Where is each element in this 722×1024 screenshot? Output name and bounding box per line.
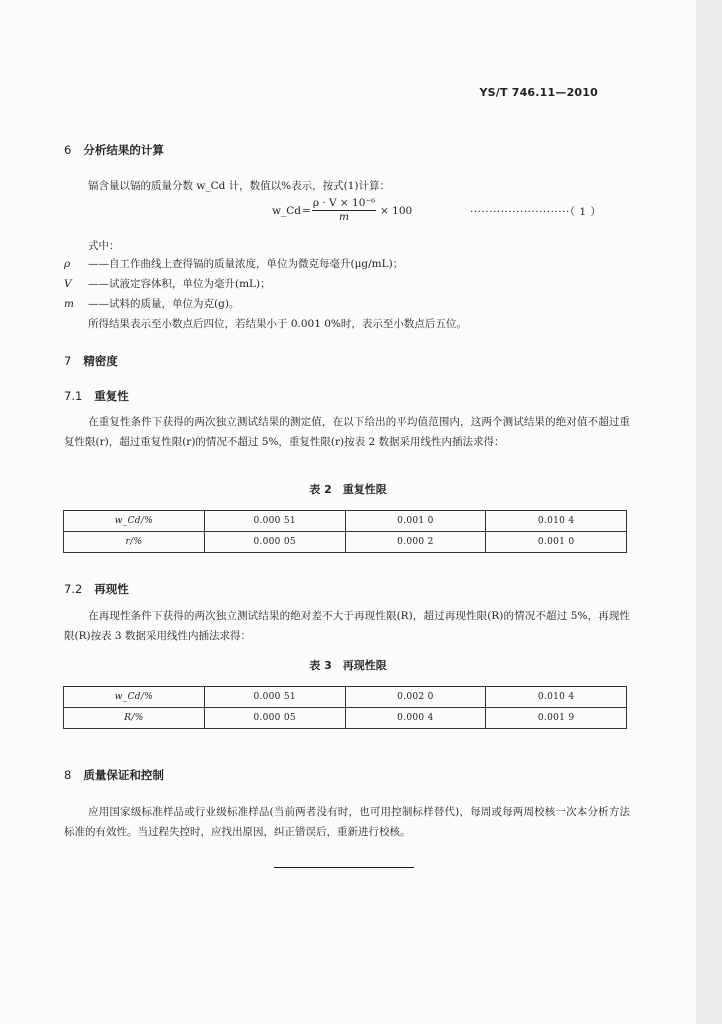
section-7-2-number: 7.2 xyxy=(64,582,83,596)
table-cell: 0.001 0 xyxy=(345,511,486,532)
formula-equals: = xyxy=(302,205,311,217)
standard-number: YS/T 746.11—2010 xyxy=(479,86,598,99)
section-7-2-text: 在再现性条件下获得的两次独立测试结果的绝对差不大于再现性限(R)，超过再现性限(R)的情况不超过 5%，再现性限(R)按表 3 数据采用线性内插法求得： xyxy=(64,610,630,642)
table-row xyxy=(64,708,627,729)
table-cell: r/% xyxy=(64,532,205,553)
section-7-1-title: 重复性 xyxy=(94,389,129,403)
section-6-heading xyxy=(64,142,164,158)
definition-symbol: ρ xyxy=(64,258,71,270)
section-7-title: 精密度 xyxy=(83,354,118,368)
section-6-number: 6 xyxy=(64,143,72,157)
table-cell: 0.000 2 xyxy=(345,532,486,553)
definition-rho xyxy=(64,254,403,274)
definition-v xyxy=(64,274,271,294)
table-cell: 0.000 05 xyxy=(204,708,345,729)
formula-tail: × 100 xyxy=(380,205,413,217)
table-cell: 0.000 51 xyxy=(204,687,345,708)
table-cell: 0.010 4 xyxy=(486,687,627,708)
formula-number: ··························（ 1 ） xyxy=(470,206,602,218)
table-cell: w_Cd/% xyxy=(64,687,205,708)
definition-symbol: V xyxy=(64,278,72,290)
table-cell: 0.001 0 xyxy=(486,532,627,553)
section-8-title: 质量保证和控制 xyxy=(83,768,164,782)
formula-numerator: ρ · V × 10⁻⁶ xyxy=(312,197,376,209)
where-label: 式中： xyxy=(88,240,120,252)
table-cell: 0.010 4 xyxy=(486,511,627,532)
definition-symbol: m xyxy=(64,298,74,310)
table-2-title: 表 2 重复性限 xyxy=(309,483,387,496)
table-cell: 0.001 9 xyxy=(486,708,627,729)
table-cell: 0.000 4 xyxy=(345,708,486,729)
table-3 xyxy=(63,686,627,729)
definition-text: ——自工作曲线上查得镉的质量浓度，单位为微克每毫升(μg/mL)； xyxy=(88,258,404,270)
definition-m xyxy=(64,294,239,314)
table-cell: R/% xyxy=(64,708,205,729)
scan-edge xyxy=(696,0,722,1024)
table-cell: w_Cd/% xyxy=(64,511,205,532)
section-7-2-heading xyxy=(64,581,129,597)
table-cell: 0.000 51 xyxy=(204,511,345,532)
section-7-heading xyxy=(64,353,118,369)
formula-lhs: w_Cd xyxy=(272,205,301,217)
table-2 xyxy=(63,510,627,553)
section-7-1-heading xyxy=(64,388,129,404)
table-row xyxy=(64,511,627,532)
formula-denominator: m xyxy=(339,211,349,223)
definition-text: ——试料的质量，单位为克(g)。 xyxy=(88,298,240,310)
table-cell: 0.000 05 xyxy=(204,532,345,553)
definition-text: ——试液定容体积，单位为毫升(mL)； xyxy=(88,278,271,290)
section-8-heading xyxy=(64,767,164,783)
section-8-text: 应用国家级标准样品或行业级标准样品(当前两者没有时，也可用控制标样替代)，每周或每两周校核一次本分析方法标准的有效性。当过程失控时，应找出原因，纠正错误后，重新进行校核。 xyxy=(64,806,630,838)
section-7-1-text: 在重复性条件下获得的两次独立测试结果的测定值，在以下给出的平均值范围内，这两个测试结果的绝对值不超过重复性限(r)，超过重复性限(r)的情况不超过 5%，重复性限(r)按表 2 数据采用线性内插法求得： xyxy=(64,416,630,448)
section-8-number: 8 xyxy=(64,768,72,782)
rounding-rule: 所得结果表示至小数点后四位，若结果小于 0.001 0%时，表示至小数点后五位。 xyxy=(88,318,467,330)
end-rule xyxy=(274,867,414,868)
section-7-number: 7 xyxy=(64,354,72,368)
table-cell: 0.002 0 xyxy=(345,687,486,708)
section-7-2-title: 再现性 xyxy=(94,582,129,596)
section-6-intro: 镉含量以镉的质量分数 w_Cd 计，数值以%表示，按式(1)计算： xyxy=(88,180,391,192)
table-row xyxy=(64,532,627,553)
section-7-1-number: 7.1 xyxy=(64,389,83,403)
section-6-title: 分析结果的计算 xyxy=(83,143,164,157)
formula-1 xyxy=(272,197,432,231)
formula-fraction xyxy=(312,197,376,223)
table-row xyxy=(64,687,627,708)
table-3-title: 表 3 再现性限 xyxy=(309,659,387,672)
